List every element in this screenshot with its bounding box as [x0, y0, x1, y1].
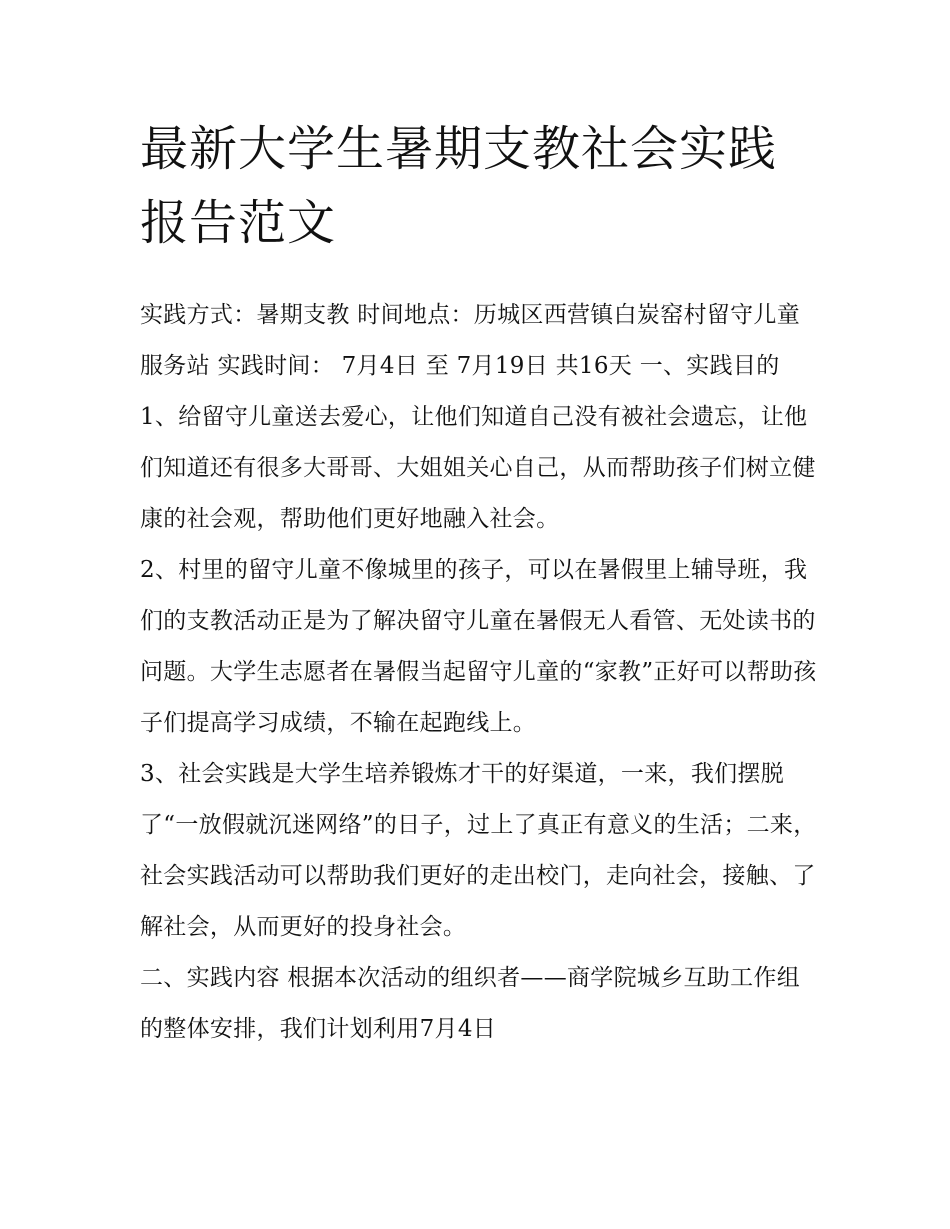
- paragraph-purpose-1: 1、给留守儿童送去爱心，让他们知道自己没有被社会遗忘，让他们知道还有很多大哥哥、大姐姐关心自己，从而帮助孩子们树立健康的社会观，帮助他们更好地融入社会。: [140, 404, 816, 532]
- paragraph-practice-info: 实践方式：暑期支教 时间地点：历城区西营镇白炭窑村留守儿童服务站 实践时间： 7月4日 至 7月19日 共16天 一、实践目的: [140, 302, 801, 379]
- paragraph-purpose-3: 3、社会实践是大学生培养锻炼才干的好渠道，一来，我们摆脱了“一放假就沉迷网络”的日子，过上了真正有意义的生活；二来，社会实践活动可以帮助我们更好的走出校门，走向社会，接触、了解社会，从而更好的投身社会。: [140, 761, 817, 940]
- paragraph-practice-content: 二、实践内容 根据本次活动的组织者——商学院城乡互助工作组的整体安排，我们计划利用7月4日: [140, 965, 801, 1042]
- document-title: 最新大学生暑期支教社会实践报告范文: [140, 121, 778, 251]
- document-body: [140, 112, 820, 1055]
- paragraph-purpose-2: 2、村里的留守儿童不像城里的孩子，可以在暑假里上辅导班，我们的支教活动正是为了解决留守儿童在暑假无人看管、无处读书的问题。大学生志愿者在暑假当起留守儿童的“家教”正好可以帮助孩子们提高学习成绩，不输在起跑线上。: [140, 557, 817, 736]
